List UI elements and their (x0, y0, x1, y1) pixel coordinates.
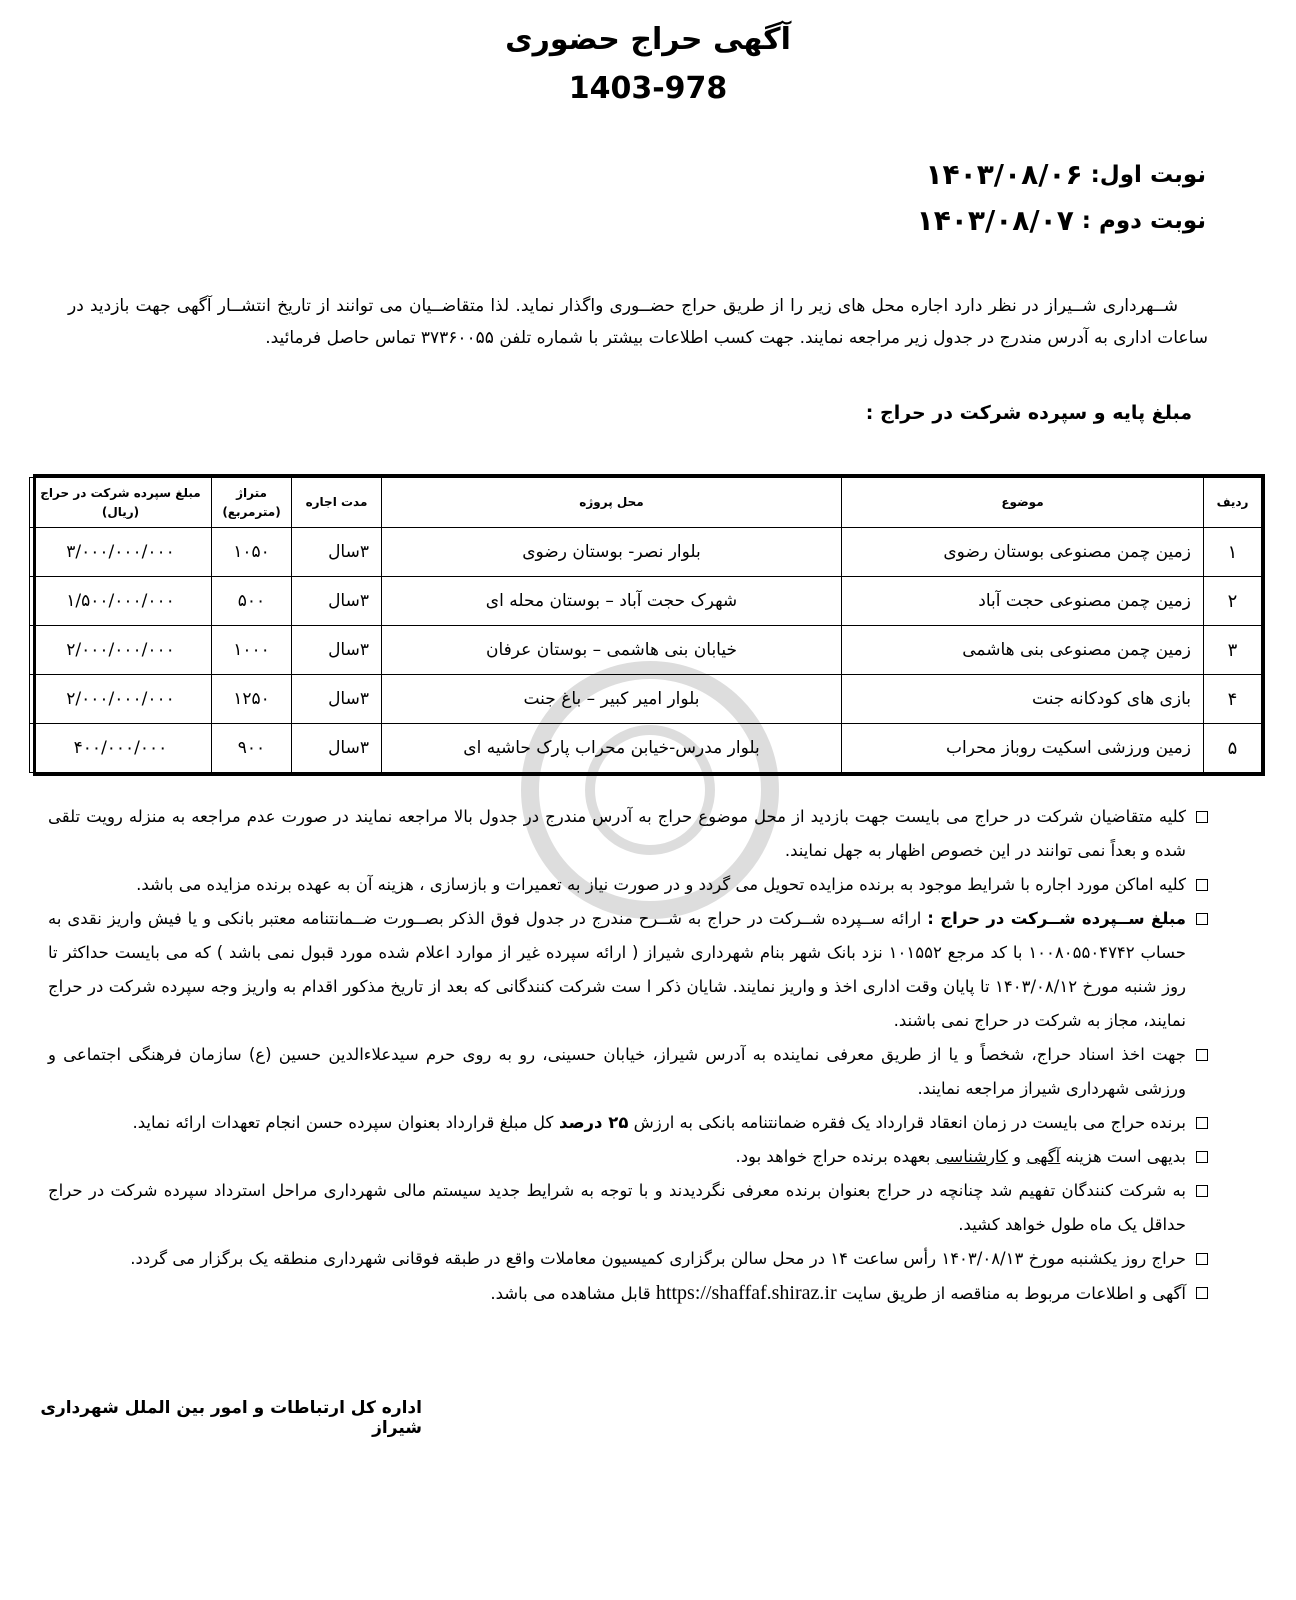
term-item (48, 1038, 1208, 1106)
term-part: قابل مشاهده می باشد. (490, 1284, 656, 1303)
row-deposit: ۳/۰۰۰/۰۰۰/۰۰۰ (30, 528, 212, 577)
header-deposit: مبلغ سپرده شرکت در حراج (ریال) (30, 478, 212, 528)
checkbox-square-icon (1196, 1253, 1208, 1265)
term-item (48, 1106, 1208, 1140)
term-item (48, 868, 1208, 902)
second-turn-date: ۱۴۰۳/۰۸/۰۷ (916, 204, 1074, 237)
term-part: بعهده برنده حراج خواهد بود. (735, 1147, 936, 1166)
row-duration: ۳سال (292, 675, 382, 724)
checkbox-square-icon (1196, 811, 1208, 823)
term-text: کلیه متقاضیان شرکت در حراج می بایست جهت بازدید از محل موضوع حراج به آدرس مندرج در جدول بالا مراجعه نمایند در صورت عدم مراجعه به منزله رویت تلقی شده و بعداً نمی توانند در این خصوص اظهار به جهل نمایند. (48, 807, 1186, 860)
term-item (48, 1174, 1208, 1242)
notice-number: 1403-978 (568, 71, 728, 106)
row-location: بلوار نصر- بوستان رضوی (382, 528, 842, 577)
term-part: بدیهی است هزینه (1060, 1147, 1186, 1166)
footer-signature: اداره کل ارتباطات و امور بین الملل شهرداری شیراز (40, 1398, 422, 1438)
term-item (48, 800, 1208, 868)
term-part: و (1007, 1147, 1027, 1166)
checkbox-square-icon (1196, 913, 1208, 925)
row-index: ۳ (1204, 626, 1262, 675)
row-subject: زمین چمن مصنوعی بوستان رضوی (842, 528, 1204, 577)
terms-list (48, 800, 1208, 1311)
term-part: کل مبلغ قرارداد بعنوان سپرده حسن انجام تعهدات ارائه نماید. (132, 1113, 554, 1132)
row-area: ۱۲۵۰ (212, 675, 292, 724)
row-area: ۹۰۰ (212, 724, 292, 773)
first-turn-label: نوبت اول: (1090, 162, 1206, 188)
table-row (30, 577, 1262, 626)
row-subject: زمین ورزشی اسکیت روباز محراب (842, 724, 1204, 773)
checkbox-square-icon (1196, 1185, 1208, 1197)
row-area: ۱۰۵۰ (212, 528, 292, 577)
row-duration: ۳سال (292, 626, 382, 675)
table-row (30, 528, 1262, 577)
table-row (30, 675, 1262, 724)
header-location: محل پروژه (382, 478, 842, 528)
row-index: ۱ (1204, 528, 1262, 577)
term-text: به شرکت کنندگان تفهیم شد چنانچه در حراج بعنوان برنده معرفی نگردیدند و با توجه به شرایط جدید سیستم مالی شهرداری مراحل استرداد سپرده شرکت در حراج حداقل یک ماه طول خواهد کشید. (48, 1181, 1186, 1234)
term-bold: مبلغ ســپرده شــرکت در حراج : (927, 909, 1186, 928)
row-duration: ۳سال (292, 724, 382, 773)
term-item (48, 1276, 1208, 1311)
header-subject: موضوع (842, 478, 1204, 528)
row-subject: بازی های کودکانه جنت (842, 675, 1204, 724)
header-duration: مدت اجاره (292, 478, 382, 528)
section-title: مبلغ پایه و سپرده شرکت در حراج : (865, 402, 1192, 424)
row-area: ۵۰۰ (212, 577, 292, 626)
row-duration: ۳سال (292, 528, 382, 577)
term-item (48, 1242, 1208, 1276)
term-item (48, 902, 1208, 1038)
term-text (48, 1140, 1186, 1174)
term-text: کلیه اماکن مورد اجاره با شرایط موجود به برنده مزایده تحویل می گردد و در صورت نیاز به تعمیرات و بازسازی ، هزینه آن به عهده برنده مزایده می باشد. (136, 875, 1186, 894)
first-turn-date: ۱۴۰۳/۰۸/۰۶ (925, 158, 1083, 191)
row-deposit: ۱/۵۰۰/۰۰۰/۰۰۰ (30, 577, 212, 626)
term-underline: آگهی (1026, 1147, 1061, 1166)
table-row (30, 724, 1262, 773)
term-bold: ۲۵ درصد (553, 1113, 629, 1132)
term-underline: کارشناسی (935, 1147, 1008, 1166)
term-text (48, 1106, 1186, 1140)
checkbox-square-icon (1196, 1117, 1208, 1129)
auction-table (33, 474, 1265, 776)
row-duration: ۳سال (292, 577, 382, 626)
header-area: متراژ (مترمربع) (212, 478, 292, 528)
row-deposit: ۲/۰۰۰/۰۰۰/۰۰۰ (30, 675, 212, 724)
second-turn-label: نوبت دوم : (1081, 208, 1206, 234)
table-row (30, 626, 1262, 675)
term-part: برنده حراج می بایست در زمان انعقاد قرارداد یک فقره ضمانتنامه بانکی به ارزش (628, 1113, 1186, 1132)
table-header-row (30, 478, 1262, 528)
row-subject: زمین چمن مصنوعی حجت آباد (842, 577, 1204, 626)
header-index: ردیف (1204, 478, 1262, 528)
term-text (48, 902, 1186, 1038)
row-area: ۱۰۰۰ (212, 626, 292, 675)
website-link[interactable]: https://shaffaf.shiraz.ir (655, 1282, 837, 1304)
row-index: ۴ (1204, 675, 1262, 724)
intro-paragraph: شــهرداری شــیراز در نظر دارد اجاره محل های زیر را از طریق حراج حضــوری واگذار نماید. لذا متقاضــیان می توانند از تاریخ انتشــار آگهی جهت بازدید در ساعات اداری به آدرس مندرج در جدول زیر مراجعه نمایند. جهت کسب اطلاعات بیشتر با شماره تلفن ۳۷۳۶۰۰۵۵ تماس حاصل فرمائید. (68, 296, 1208, 348)
term-text: حراج روز یکشنبه مورخ ۱۴۰۳/۰۸/۱۳ رأس ساعت ۱۴ در محل سالن برگزاری کمیسیون معاملات واقع در طبقه فوقانی شهرداری منطقه یک برگزار می گردد. (130, 1249, 1186, 1268)
checkbox-square-icon (1196, 1049, 1208, 1061)
second-turn (606, 198, 1206, 244)
checkbox-square-icon (1196, 879, 1208, 891)
term-item (48, 1140, 1208, 1174)
row-location: خیابان بنی هاشمی – بوستان عرفان (382, 626, 842, 675)
row-location: بلوار امیر کبیر – باغ جنت (382, 675, 842, 724)
term-text: جهت اخذ اسناد حراج، شخصاً و یا از طریق معرفی نماینده به آدرس شیراز، خیابان حسینی، رو به روی حرم سیدعلاءالدین حسین (ع) سازمان فرهنگی اجتماعی و ورزشی شهرداری شیراز مراجعه نمایند. (48, 1045, 1186, 1098)
row-deposit: ۴۰۰/۰۰۰/۰۰۰ (30, 724, 212, 773)
term-rest: ارائه ســپرده شــرکت در حراج به شــرح مندرج در جدول فوق الذکر بصــورت ضــمانتنامه معتبر بانکی و یا فیش واریز نقدی به حساب ۱۰۰۸۰۵۵۰۴۷۴۲ با کد مرجع ۱۰۱۵۵۲ نزد بانک شهر بنام شهرداری شیراز ( ارائه سپرده غیر از موارد اعلام شده مورد قبول نمی باشد ) که می بایست حداکثر تا روز شنبه مورخ ۱۴۰۳/۰۸/۱۲ تا پایان وقت اداری اخذ و واریز نمایند. شایان ذکر ا ست شرکت کنندگانی که بعد از تاریخ مذکور اقدام به واریز وجه سپرده شرکت در حراج نمایند، مجاز به شرکت در حراج نمی باشند. (48, 909, 1187, 1030)
checkbox-square-icon (1196, 1151, 1208, 1163)
row-index: ۵ (1204, 724, 1262, 773)
term-text (48, 1276, 1186, 1311)
row-location: بلوار مدرس-خیابن محراب پارک حاشیه ای (382, 724, 842, 773)
row-subject: زمین چمن مصنوعی بنی هاشمی (842, 626, 1204, 675)
checkbox-square-icon (1196, 1287, 1208, 1299)
row-location: شهرک حجت آباد – بوستان محله ای (382, 577, 842, 626)
publication-turns (606, 152, 1206, 244)
page-title: آگهی حراج حضوری (505, 22, 791, 57)
title-block (0, 18, 1296, 112)
first-turn (606, 152, 1206, 198)
term-part: آگهی و اطلاعات مربوط به مناقصه از طریق سایت (836, 1284, 1186, 1303)
row-deposit: ۲/۰۰۰/۰۰۰/۰۰۰ (30, 626, 212, 675)
row-index: ۲ (1204, 577, 1262, 626)
